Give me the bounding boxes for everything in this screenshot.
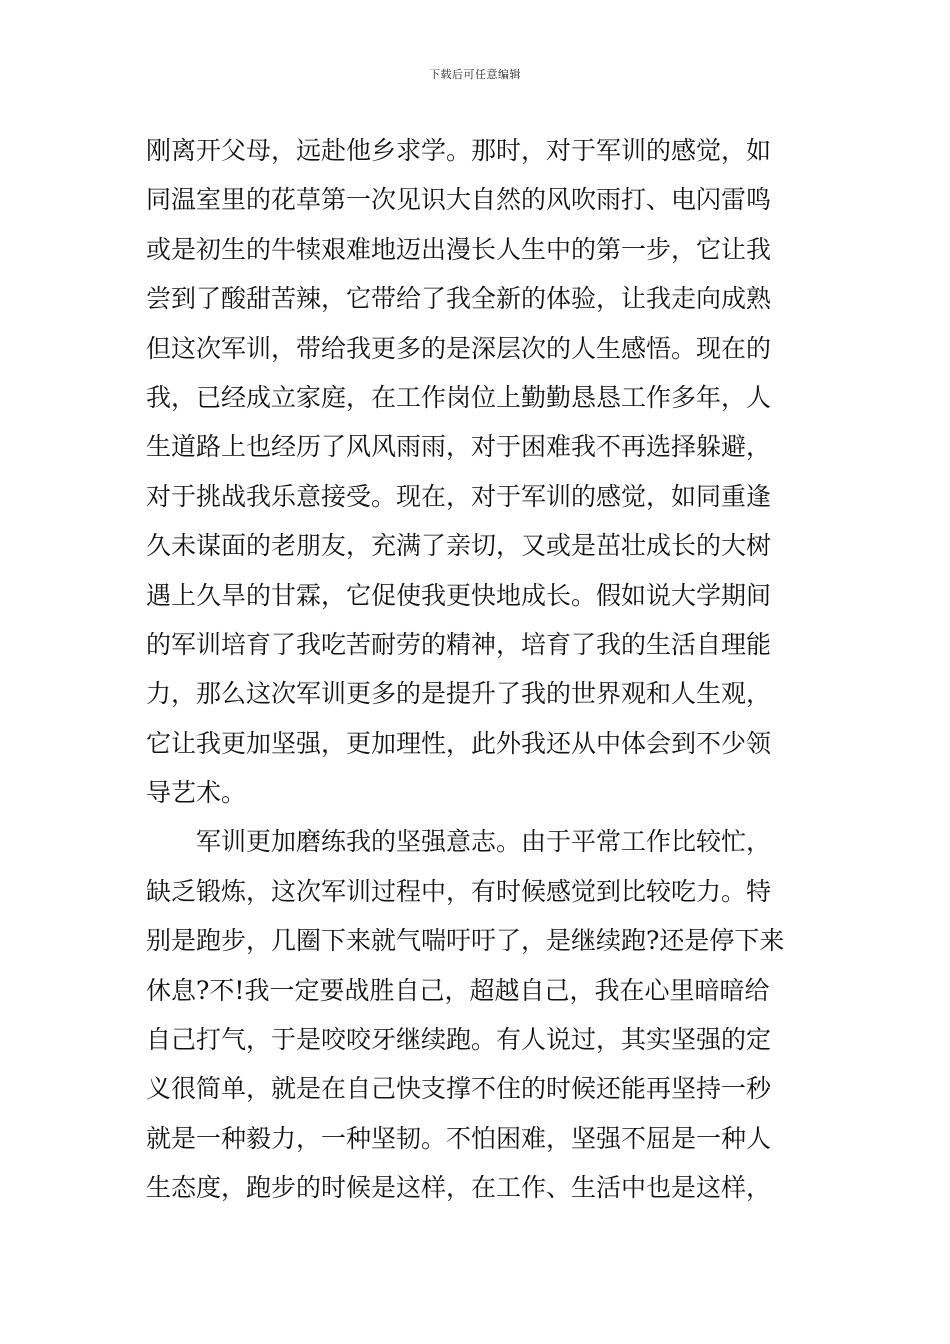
text-line: 的军训培育了我吃苦耐劳的精神，培育了我的生活自理能 — [146, 629, 772, 659]
text-line: 就是一种毅力，一种坚韧。不怕困难，坚强不屈是一种人 — [146, 1123, 772, 1153]
text-line: 对于挑战我乐意接受。现在，对于军训的感觉，如同重逢 — [146, 481, 772, 511]
text-line: 或是初生的牛犊艰难地迈出漫长人生中的第一步，它让我 — [146, 234, 772, 264]
text-line: 它让我更加坚强，更加理性，此外我还从中体会到不少领 — [146, 728, 772, 758]
text-line: 刚离开父母，远赴他乡求学。那时，对于军训的感觉，如 — [146, 136, 772, 165]
text-line: 缺乏锻炼，这次军训过程中，有时候感觉到比较吃力。特 — [146, 876, 772, 906]
text-line: 尝到了酸甜苦辣，它带给了我全新的体验，让我走向成熟 — [146, 284, 772, 314]
text-line: 但这次军训，带给我更多的是深层次的人生感悟。现在的 — [146, 333, 772, 363]
text-line: 我，已经成立家庭，在工作岗位上勤勤恳恳工作多年，人 — [146, 382, 772, 412]
text-line: 义很简单，就是在自己快支撑不住的时候还能再坚持一秒 — [146, 1074, 772, 1104]
text-line: 别是跑步，几圈下来就气喘吁吁了，是继续跑?还是停下来 — [146, 926, 785, 956]
text-line: 遇上久旱的甘霖，它促使我更快地成长。假如说大学期间 — [146, 580, 772, 610]
text-line: 久未谋面的老朋友，充满了亲切，又或是茁壮成长的大树 — [146, 531, 772, 561]
text-line: 导艺术。 — [146, 778, 247, 808]
paragraph-2 — [146, 817, 808, 1212]
text-line: 自己打气，于是咬咬牙继续跑。有人说过，其实坚强的定 — [146, 1025, 772, 1055]
document-body — [146, 126, 808, 1213]
text-line: 休息?不!我一定要战胜自己，超越自己，我在心里暗暗给 — [146, 975, 770, 1005]
text-line: 同温室里的花草第一次见识大自然的风吹雨打、电闪雷鸣 — [146, 185, 772, 215]
page-header: 下载后可任意编辑 — [429, 68, 521, 81]
text-line: 生道路上也经历了风风雨雨，对于困难我不再选择躲避， — [146, 432, 772, 462]
text-line: 力，那么这次军训更多的是提升了我的世界观和人生观， — [146, 679, 772, 709]
text-line: 军训更加磨练我的坚强意志。由于平常工作比较忙， — [196, 827, 772, 857]
text-line: 生态度，跑步的时候是这样，在工作、生活中也是这样， — [146, 1173, 772, 1203]
paragraph-1 — [146, 126, 808, 817]
